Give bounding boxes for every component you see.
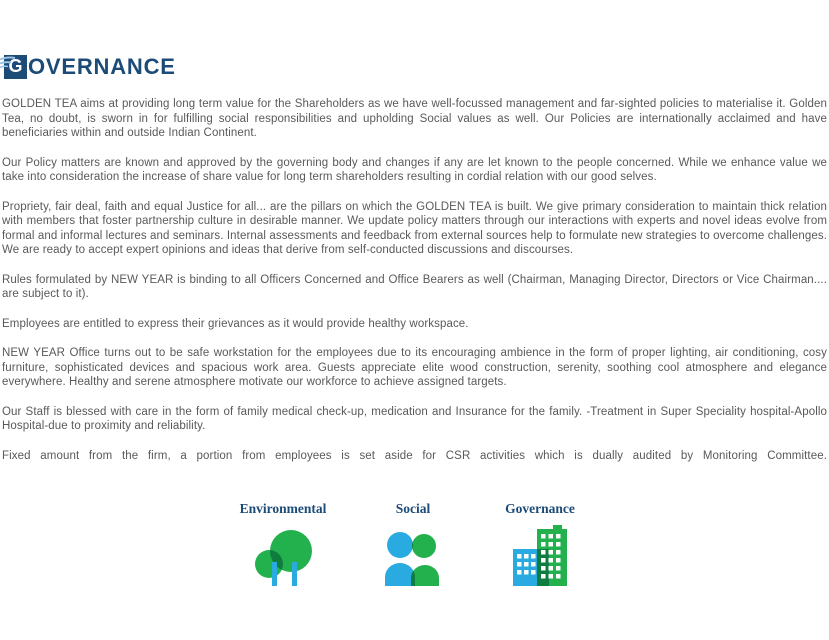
paragraph-csr: Fixed amount from the firm, a portion from employees is set aside for CSR activities which is dually audited by Monitoring Committee.: [2, 449, 827, 462]
page-title: [4, 54, 829, 79]
esg-column-social: [348, 501, 478, 588]
paragraph-pillars: Propriety, fair deal, faith and equal Justice for all... are the pillars on which the GOLDEN TEA is built. We give primary consideration to maintain thick relation with members that foster partnership culture in desirable manner. We update policy matters through our interactions with experts and novel ideas evolve from formal and informal lectures and seminars. Internal assessments and feedback from external sources help to formulate new strategies to overcome challenges. We are ready to accept expert opinions and ideas that derive from self-conducted discussions and discourses.: [2, 200, 827, 256]
trees-icon: [243, 524, 323, 588]
paragraph-office: NEW YEAR Office turns out to be safe workstation for the employees due to its encouraging ambience in the form of proper lighting, air conditioning, cosy furniture, sophisticated devices and spacious work area. Guests appreciate elite wood construction, serenity, soothing cool atmosphere and elegance everywhere. Healthy and serene atmosphere motivate our workforce to achieve assigned targets.: [2, 347, 827, 388]
title-first-letter: G: [8, 56, 23, 76]
esg-label-environmental: Environmental: [239, 501, 327, 516]
paragraph-grievances: Employees are entitled to express their grievances as it would provide healthy workspace.: [2, 317, 469, 330]
esg-label-social: Social: [395, 501, 431, 516]
logo-letter-g: [4, 55, 27, 79]
esg-column-governance: [475, 501, 605, 588]
body-text: [0, 97, 829, 463]
paragraph-intro: GOLDEN TEA aims at providing long term value for the Shareholders as we have well-focussed management and far-sighted policies to materialise it. Golden Tea, no doubt, is sworn in for fulfilling social responsibilities and upholding Social values as well. Our Policies are internationally acclaimed and have beneficiaries within and outside Indian Continent.: [2, 98, 827, 139]
paragraph-staff-care: Our Staff is blessed with care in the form of family medical check-up, medication and Insurance for the family. -Treatment in Super Speciality hospital-Apollo Hospital-due to proximity and reliability.: [2, 405, 827, 432]
people-icon: [373, 524, 453, 588]
swoosh-icon: [0, 56, 16, 70]
paragraph-rules: Rules formulated by NEW YEAR is binding to all Officers Concerned and Office Bearers as well (Chairman, Managing Director, Directors or Vice Chairman.... are subject to it).: [2, 273, 827, 300]
title-rest: OVERNANCE: [28, 53, 176, 79]
esg-section: [0, 501, 829, 596]
paragraph-policy: Our Policy matters are known and approved by the governing body and changes if any are let known to the people concerned. While we enhance value we take into consideration the increase of share value for long term shareholders resulting in cordial relation with our good selves.: [2, 156, 827, 183]
buildings-icon: [500, 524, 580, 588]
esg-label-governance: Governance: [505, 501, 575, 516]
esg-column-environmental: [218, 501, 348, 588]
